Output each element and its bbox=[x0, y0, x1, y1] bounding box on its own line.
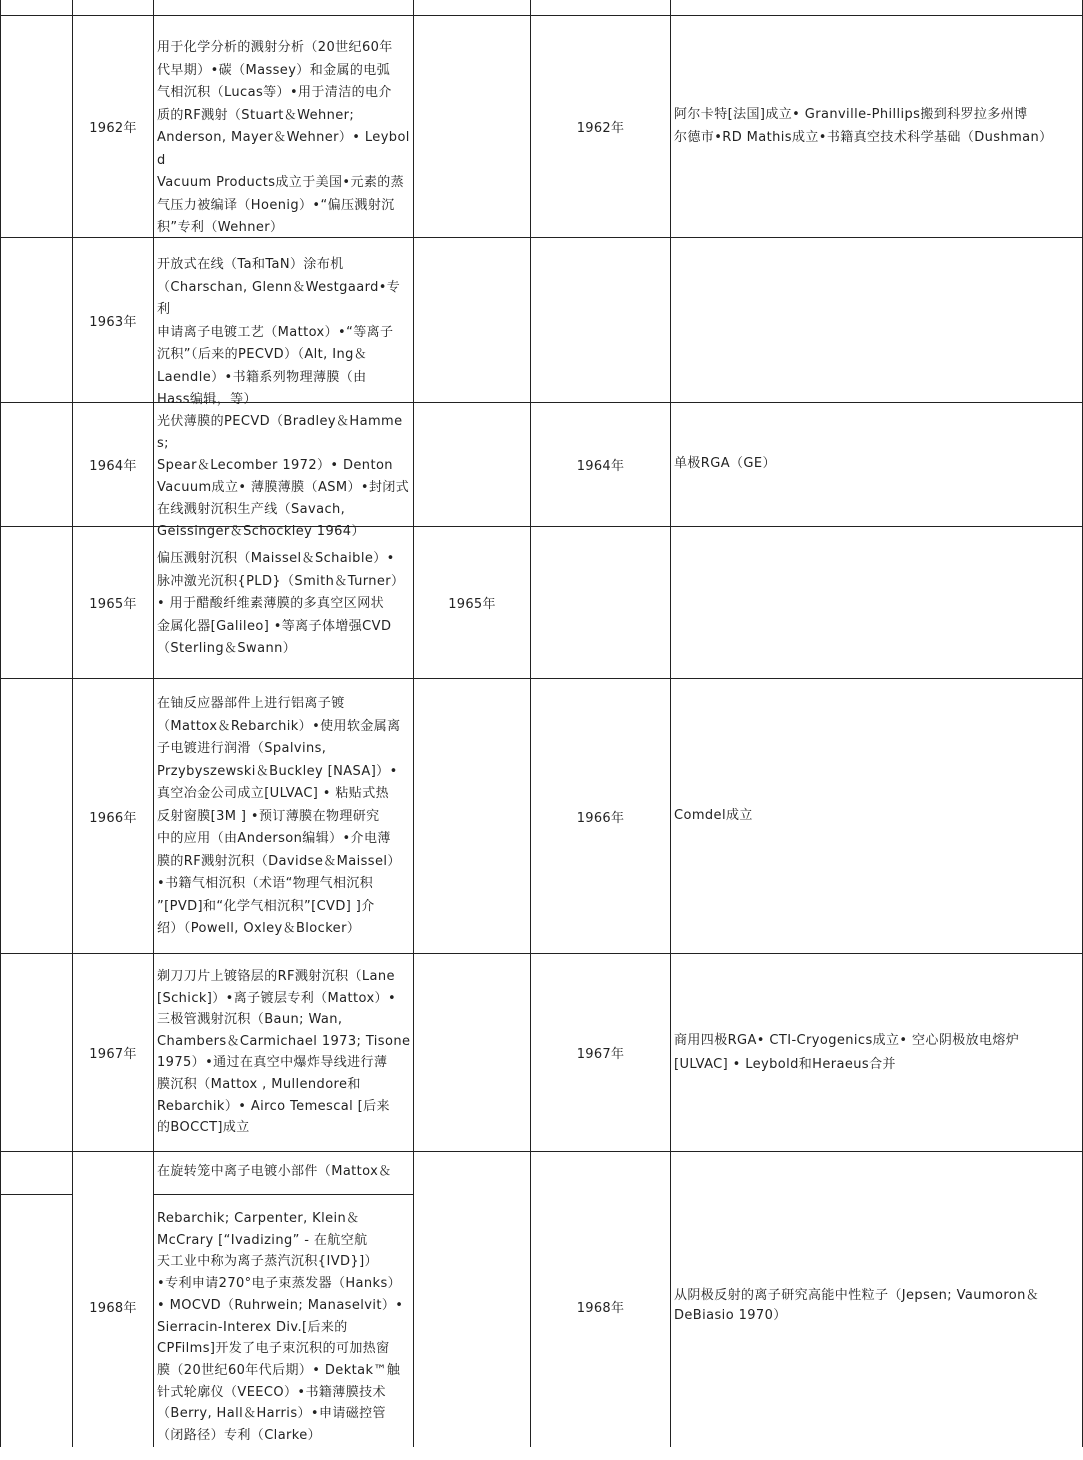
year-cell bbox=[73, 16, 153, 237]
events-cell: Rebarchik; Carpenter, Klein＆ McCrary [“Ivadizing” - 在航空航 天工业中称为离子蒸汽沉积{IVD}]） •专利申请270°电子束蒸发器（Hanks） • MOCVD（Ruhrwein; Manaselvit）• Sierracin-Interex Div.[后来的 CPFilms]开发了电子束沉积的可加热窗 膜（20世纪60年代后期）• Dektak™触 针式轮廓仪（VEECO）•书籍薄膜技术 （Berry, Hall＆Harris）•申请磁控管 （闭路径）专利（Clarke） bbox=[157, 1211, 404, 1444]
year-cell bbox=[73, 527, 153, 678]
other-year-cell bbox=[531, 954, 670, 1151]
other-events-text: 阿尔卡特[法国]成立• Granville-Phillips搬到科罗拉多州博 尔德市•RD Mathis成立•书籍真空技术科学基础（Dushman） bbox=[674, 107, 1053, 145]
mid-year-cell bbox=[414, 527, 530, 678]
events-cell: 开放式在线（Ta和TaN）涂布机 （Charschan, Glenn＆Westgaard•专利 申请离子电镀工艺（Mattox）•“等离子 沉积”（后来的PECVD）（Alt, Ing＆ Laendle）•书籍系列物理薄膜（由 Hass编辑，等） bbox=[157, 257, 401, 407]
other-events-cell bbox=[671, 679, 1082, 953]
events-cell-top: 在旋转笼中离子电镀小部件（Mattox＆ bbox=[157, 1164, 392, 1179]
year-label: 1968年 bbox=[89, 1300, 137, 1316]
year-cell bbox=[73, 954, 153, 1151]
other-year-cell bbox=[531, 403, 670, 526]
other-year-cell bbox=[531, 16, 670, 237]
other-events-cell bbox=[671, 954, 1082, 1151]
mid-year-label: 1965年 bbox=[448, 597, 496, 612]
year-label: 1964年 bbox=[89, 459, 137, 474]
events-cell: 用于化学分析的溅射分析（20世纪60年 代早期）•碳（Massey）和金属的电弧 气相沉积（Lucas等）•用于清洁的电介 质的RF溅射（Stuart＆Wehner; Anderson, Mayer＆Wehner）• Leybold Vacuum Products成立于美国•元素的蒸 气压力被编译（Hoenig）•“偏压溅射沉 积”专利（Wehner） bbox=[157, 40, 410, 235]
other-year-label: 1968年 bbox=[576, 1300, 625, 1316]
year-label: 1965年 bbox=[89, 597, 137, 612]
column-divider bbox=[0, 0, 1, 1447]
other-year-cell bbox=[531, 679, 670, 953]
other-events-cell bbox=[671, 16, 1082, 237]
other-year-label: 1964年 bbox=[576, 459, 625, 474]
other-events-text: Comdel成立 bbox=[674, 807, 753, 823]
year-cell bbox=[73, 679, 153, 953]
row-divider bbox=[153, 1194, 413, 1195]
year-cell bbox=[73, 1152, 153, 1460]
year-label: 1963年 bbox=[89, 314, 137, 330]
other-year-cell bbox=[531, 1152, 670, 1460]
events-cell: 光伏薄膜的PECVD（Bradley＆Hammes; Spear＆Lecomber 1972）• Denton Vacuum成立• 薄膜薄膜（ASM）•封闭式 在线溅射沉积生产线（Savach, Geissinger＆Schockley 1964） bbox=[157, 414, 410, 539]
events-cell: 在铀反应器部件上进行铝离子镀 （Mattox＆Rebarchik）•使用软金属离 子电镀进行润滑（Spalvins, Przybyszewski＆Buckley [NASA]）• 真空冶金公司成立[ULVAC] • 粘贴式热 反射窗膜[3M ] •预订薄膜在物理研究 中的应用（由Anderson编辑）•介电薄 膜的RF溅射沉积（Davidse＆Maissel） •书籍气相沉积（术语“物理气相沉积 ”[PVD]和“化学气相沉积”[CVD] ]介 绍）（Powell, Oxley＆Blocker） bbox=[157, 696, 401, 936]
row-divider bbox=[0, 1194, 72, 1195]
other-year-label: 1967年 bbox=[576, 1047, 625, 1062]
other-events-text: 从阴极反射的离子研究高能中性粒子（Jepsen; Vaumoron＆ DeBiasio 1970） bbox=[674, 1288, 1040, 1323]
events-cell: 剃刀刀片上镀铬层的RF溅射沉积（Lane [Schick]）•离子镀层专利（Mattox）• 三极管溅射沉积（Baun; Wan, Chambers＆Carmichael 1973; Tisone 1975）•通过在真空中爆炸导线进行薄 膜沉积（Mattox , Mullendore和 Rebarchik）• Airco Temescal [后来 的BOCCT]成立 bbox=[157, 969, 411, 1136]
events-cell: 偏压溅射沉积（Maissel＆Schaible）• 脉冲激光沉积{PLD}（Smith＆Turner） • 用于醋酸纤维素薄膜的多真空区网状 金属化器[Galileo] •等离子体增强CVD （Sterling＆Swann） bbox=[157, 551, 405, 656]
other-events-cell bbox=[671, 1152, 1082, 1460]
other-events-text: 单极RGA（GE） bbox=[674, 456, 776, 472]
year-label: 1962年 bbox=[89, 121, 137, 136]
other-events-cell bbox=[671, 403, 1082, 526]
year-cell bbox=[73, 238, 153, 402]
column-divider bbox=[413, 0, 414, 1447]
other-year-label: 1966年 bbox=[576, 810, 625, 826]
other-year-label: 1962年 bbox=[576, 121, 625, 136]
year-label: 1967年 bbox=[89, 1047, 137, 1062]
year-label: 1966年 bbox=[89, 810, 137, 826]
year-cell bbox=[73, 403, 153, 526]
other-events-text: 商用四极RGA• CTI-Cryogenics成立• 空心阴极放电熔炉 [ULVAC] • Leybold和Heraeus合并 bbox=[674, 1032, 1020, 1072]
